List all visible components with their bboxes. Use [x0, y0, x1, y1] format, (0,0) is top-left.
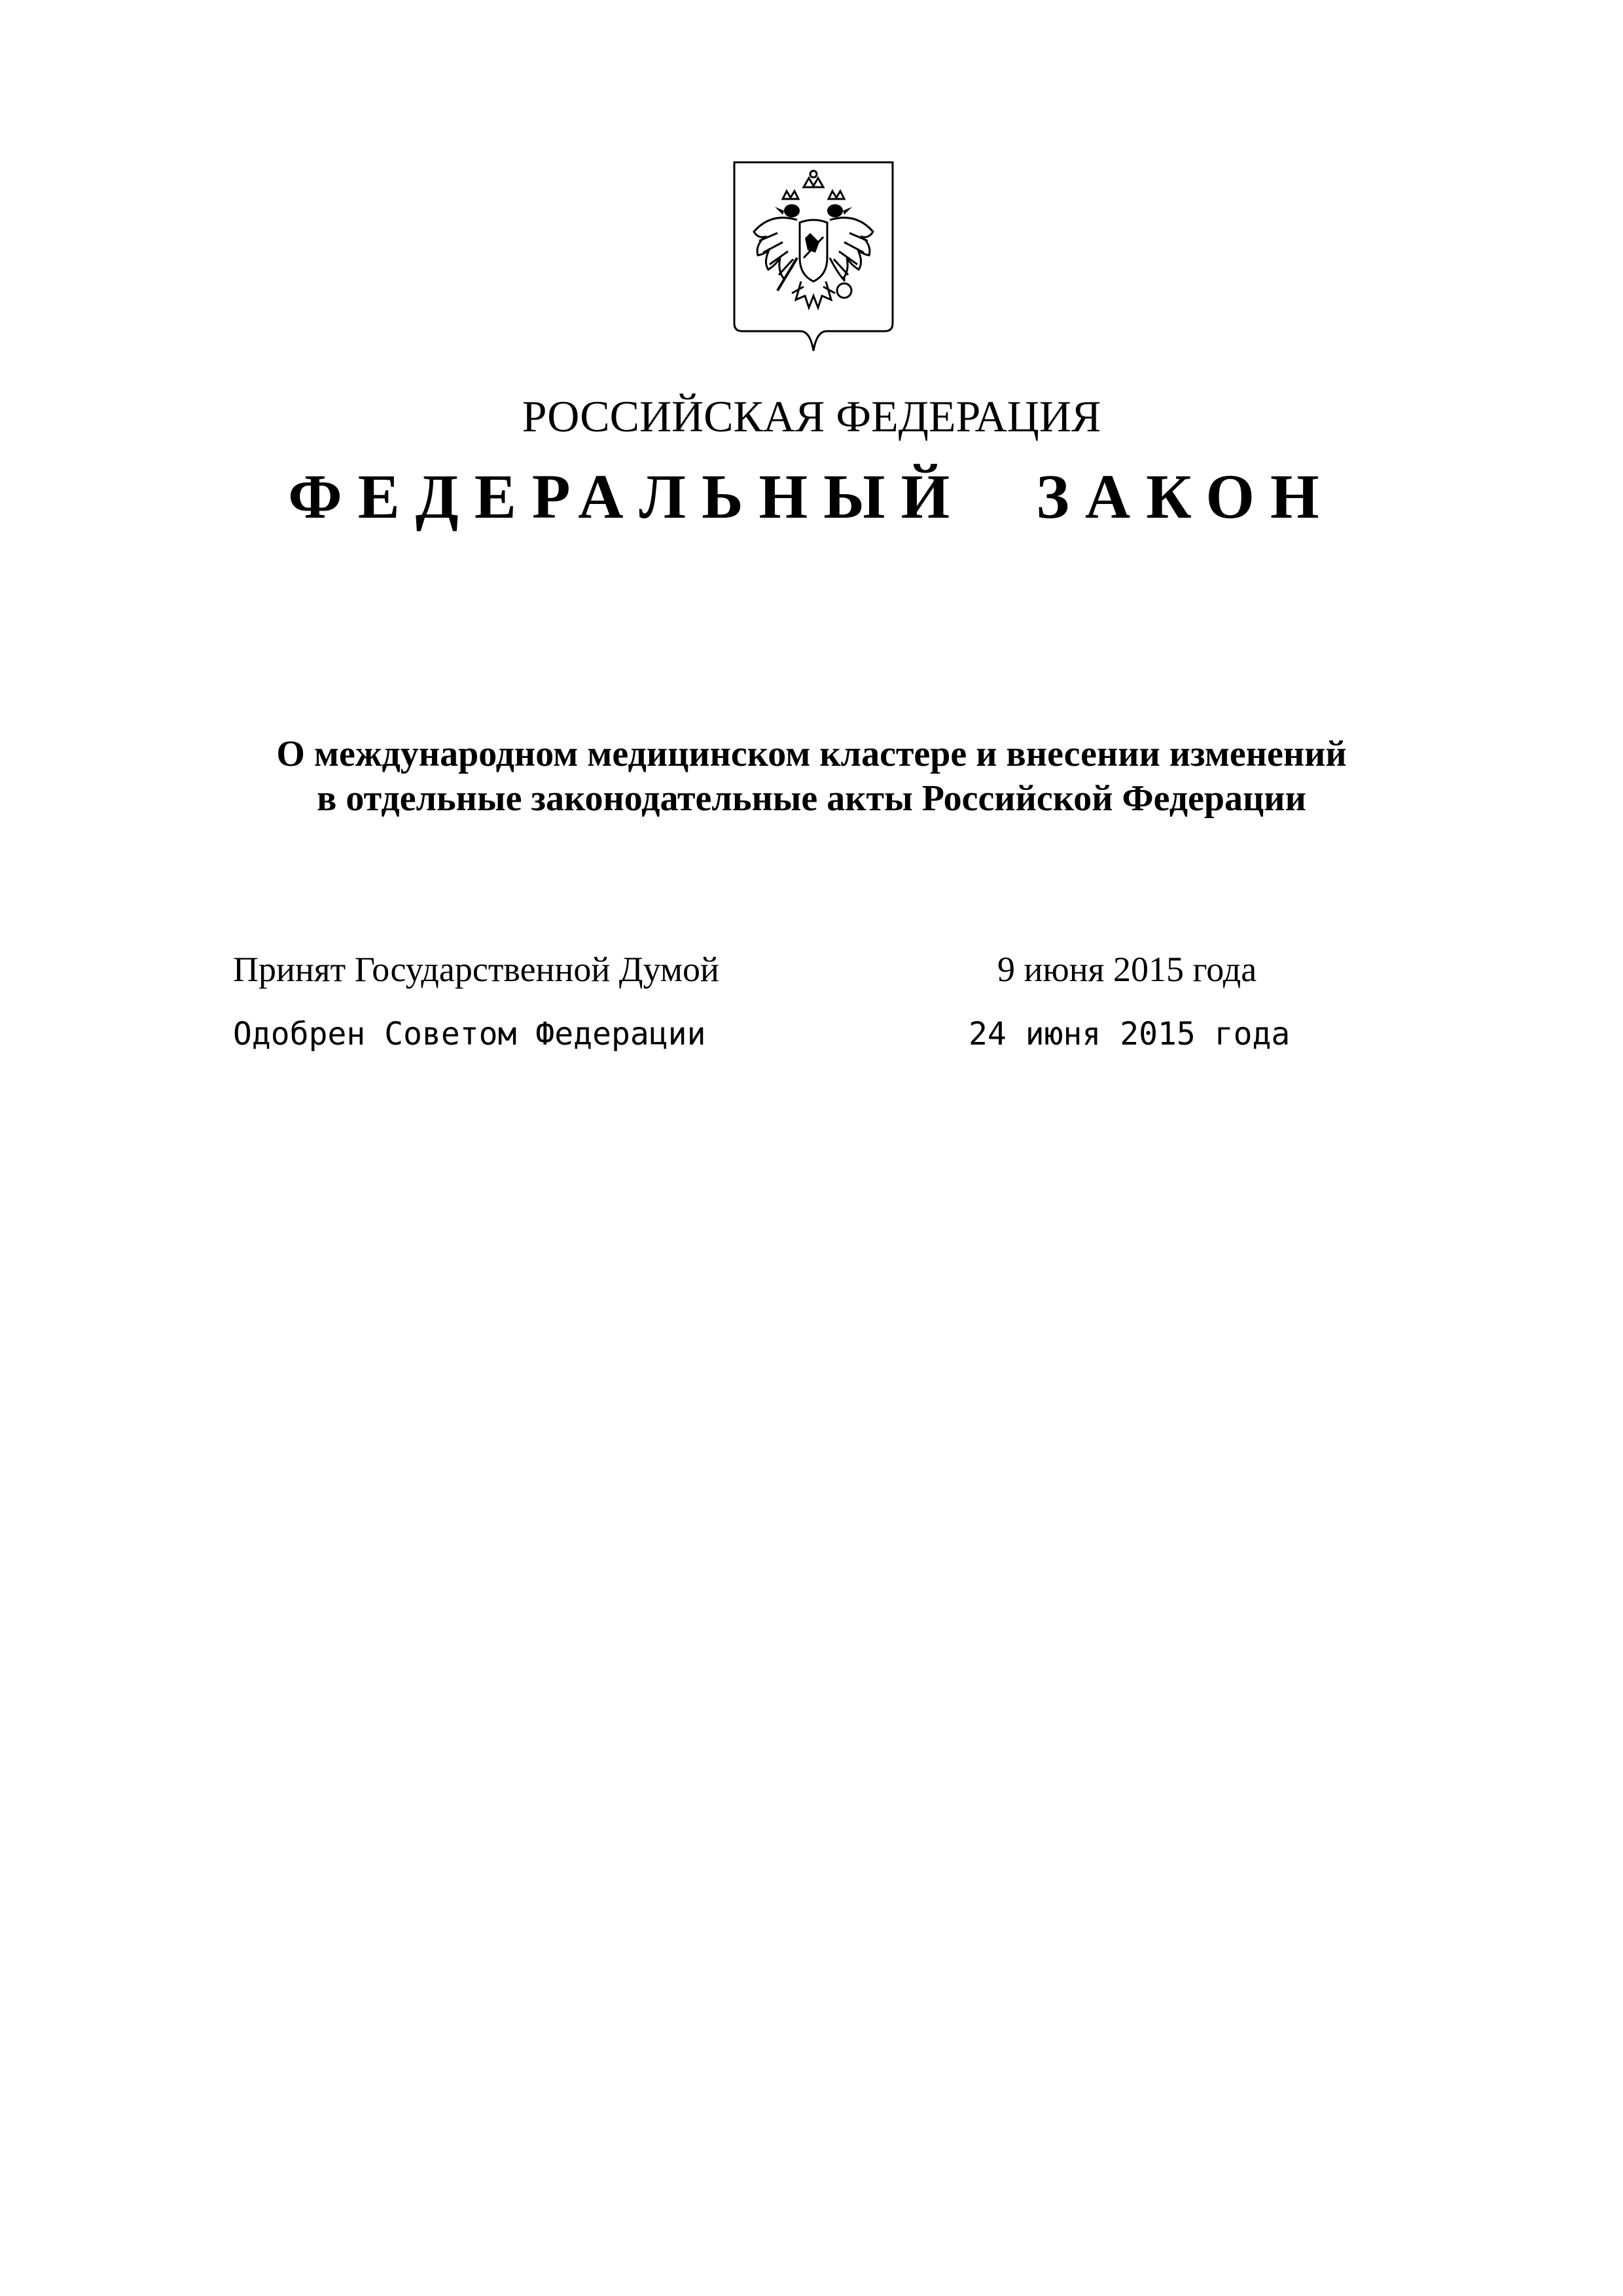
council-approval-label: Одобрен Советом Федерации	[233, 1016, 706, 1052]
country-name: РОССИЙСКАЯ ФЕДЕРАЦИЯ	[522, 391, 1101, 441]
adoption-row-council	[233, 1016, 1385, 1068]
law-title-line-1: О международном медицинском кластере и внесении изменений	[276, 734, 1347, 774]
law-title-line-2: в отдельные законодательные акты Российской Федерации	[317, 778, 1306, 819]
council-approval-date: 24 июня 2015 года	[969, 1016, 1291, 1052]
law-title	[0, 732, 1623, 821]
document-type-heading: ФЕДЕРАЛЬНЫЙ ЗАКОН	[288, 461, 1335, 531]
duma-adoption-date: 9 июня 2015 года	[997, 950, 1257, 989]
adoption-row-duma	[233, 949, 1385, 1001]
duma-adoption-label: Принят Государственной Думой	[233, 950, 719, 989]
coat-of-arms-icon	[732, 160, 895, 356]
